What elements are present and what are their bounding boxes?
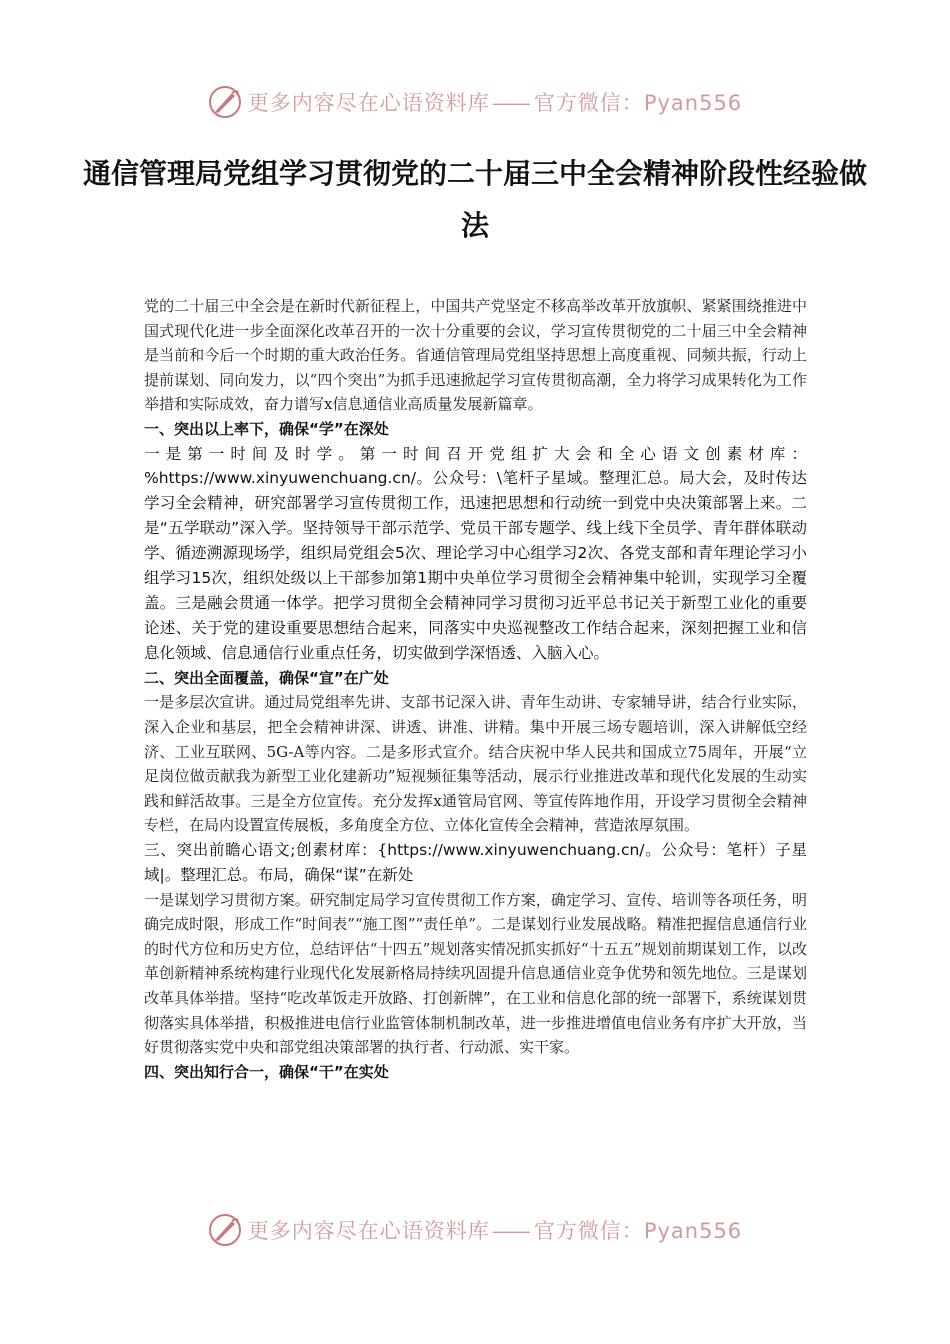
watermark-text: 更多内容尽在心语资料库—— 官方微信：Pyan556 bbox=[247, 91, 743, 115]
quill-logo-icon bbox=[208, 85, 242, 119]
section-1-heading: 一、突出以上率下，确保“学”在深处 bbox=[144, 419, 389, 438]
intro-paragraph: 党的二十届三中全会是在新时代新征程上，中国共产党坚定不移高举改革开放旗帜、紧紧围绕推进中国式现代化进一步全面深化改革召开的一次十分重要的会议，学习宣传贯彻党的二十届三中全会精神是当前和今后一个时期的重大政治任务。省通信管理局党组坚持思想上高度重视、同频共振，行动上提前谋划、同向发力，以“四个突出”为抓手迅速掀起学习宣传贯彻高潮，全力将学习成果转化为工作举措和实际成效，奋力谱写x信息通信业高质量发展新篇章。 bbox=[144, 297, 807, 414]
quill-logo-icon bbox=[208, 1213, 242, 1247]
document-title: 通信管理局党组学习贯彻党的二十届三中全会精神阶段性经验做法 bbox=[82, 157, 867, 242]
section-2-heading: 二、突出全面覆盖，确保“宣”在广处 bbox=[144, 668, 389, 687]
watermark-text: 更多内容尽在心语资料库—— 官方微信：Pyan556 bbox=[247, 1219, 743, 1243]
section-3-body: 一是谋划学习贯彻方案。研究制定局学习宣传贯彻工作方案，确定学习、宣传、培训等各项任务，明确完成时限，形成工作“时间表”“施工图”“责任单”。二是谋划行业发展战略。精准把握信息通信行业的时代方位和历史方位，总结评估“十四五”规划落实情况抓实抓好“十五五”规划前期谋划工作，以改革创新精神系统构建行业现代化发展新格局持续巩固提升信息通信业竞争优势和领先地位。三是谋划改革具体举措。坚持“吃改革饭走开放路、打创新牌”，在工业和信息化部的统一部署下，系统谋划贯彻落实具体举措，积极推进电信行业监管体制机制改革，进一步推进增值电信业务有序扩大开放，当好贯彻落实党中央和部党组决策部署的执行者、行动派、实干家。 bbox=[144, 890, 807, 1057]
watermark-banner-bottom bbox=[0, 1208, 950, 1252]
section-2-body: 一是多层次宣讲。通过局党组率先讲、支部书记深入讲、青年生动讲、专家辅导讲，结合行业实际，深入企业和基层，把全会精神讲深、讲透、讲准、讲精。集中开展三场专题培训，深入讲解低空经济、工业互联网、5G-A等内容。二是多形式宣介。结合庆祝中华人民共和国成立75周年，开展“立足岗位做贡献我为新型工业化建新功”短视频征集等活动，展示行业推进改革和现代化发展的生动实践和鲜活故事。三是全方位宣传。充分发挥x通管局官网、等宣传阵地作用，开设学习贯彻全会精神专栏，在局内设置宣传展板，多角度全方位、立体化宣传全会精神，营造浓厚氛围。 bbox=[144, 693, 807, 835]
section-3-heading: 三、突出前瞻心语文;创素材库：{https://www.xinyuwenchuang.cn/。公众号：笔杆）子星域|。整理汇总。布局，确保“谋”在新处 bbox=[144, 840, 807, 884]
section-4-heading: 四、突出知行合一，确保“干”在实处 bbox=[144, 1062, 389, 1081]
watermark-banner-top bbox=[0, 80, 950, 124]
document-body bbox=[144, 294, 807, 1084]
section-1-body: 一是第一时间及时学。第一时间召开党组扩大会和全心语文创素材库：%https://www.xinyuwenchuang.cn/。公众号：\笔杆子星域。整理汇总。局大会，及时传达学习全会精神，研究部署学习宣传贯彻工作，迅速把思想和行动统一到党中央决策部署上来。二是“五学联动”深入学。坚持领导干部示范学、党员干部专题学、线上线下全员学、青年群体联动学、循迹溯源现场学，组织局党组会5次、理论学习中心组学习2次、各党支部和青年理论学习小组学习15次，组织处级以上干部参加第1期中央单位学习贯彻全会精神集中轮训，实现学习全覆盖。三是融会贯通一体学。把学习贯彻全会精神同学习贯彻习近平总书记关于新型工业化的重要论述、关于党的建设重要思想结合起来，同落实中央巡视整改工作结合起来，深刻把握工业和信息化领域、信息通信行业重点任务，切实做到学深悟透、入脑入心。 bbox=[144, 444, 807, 662]
